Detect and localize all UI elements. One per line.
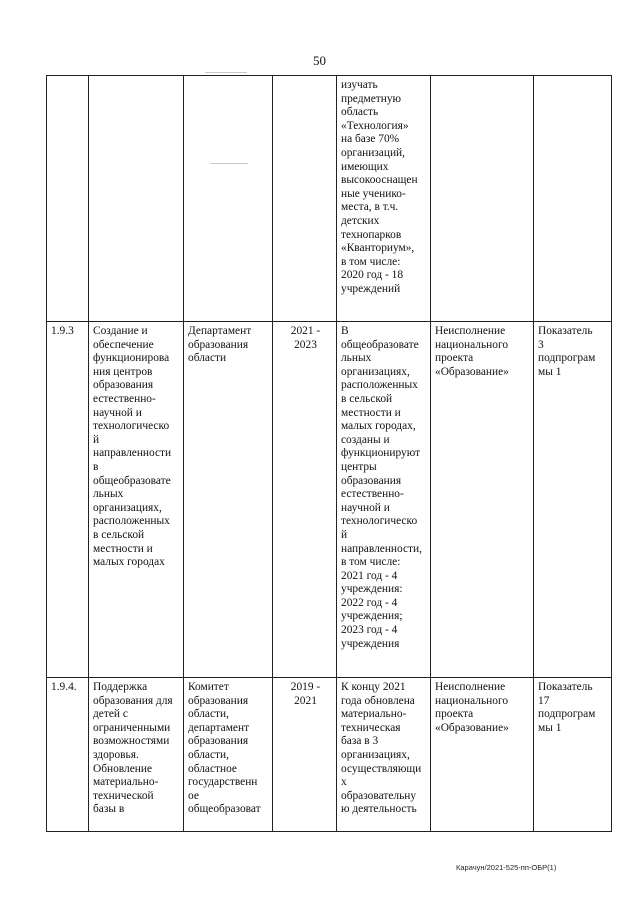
cell-consequences: Неисполнение национального проекта «Образование» [431, 678, 534, 832]
cell-name: Создание и обеспечение функционирова ния центров образования естественно- научной и технологическо й направленности в общеобразовате льных организациях, расположенных в сельской местности и малых городах [89, 322, 184, 678]
cell-executor [184, 76, 273, 322]
cell-number: 1.9.4. [47, 678, 89, 832]
cell-executor: Департамент образования области [184, 322, 273, 678]
cell-number [47, 76, 89, 322]
scan-artifact [205, 72, 247, 73]
cell-period: 2021 - 2023 [273, 322, 337, 678]
cell-consequences: Неисполнение национального проекта «Образование» [431, 322, 534, 678]
document-footer: Карачун/2021-525-пп-ОБР(1) [456, 863, 557, 872]
cell-period: 2019 - 2021 [273, 678, 337, 832]
table-row [47, 76, 612, 322]
cell-result: изучать предметную область «Технология» на базе 70% организаций, имеющих высокооснащен ные ученико- места, в т.ч. детских технопарков «Кванториум», в том числе: 2020 год - 18 учреждений [337, 76, 431, 322]
cell-name: Поддержка образования для детей с ограниченными возможностями здоровья. Обновление материально- технической базы в [89, 678, 184, 832]
cell-consequences [431, 76, 534, 322]
table-row [47, 322, 612, 678]
table-row [47, 678, 612, 832]
cell-period [273, 76, 337, 322]
cell-result: К концу 2021 года обновлена материально- техническая база в 3 организациях, осуществляющи х образовательну ю деятельность [337, 678, 431, 832]
cell-executor: Комитет образования области, департамент образования области, областное государственн ое общеобразоват [184, 678, 273, 832]
page-number: 50 [313, 53, 326, 68]
cell-indicator-link [534, 76, 612, 322]
cell-indicator-link: Показатель 3 подпрограм мы 1 [534, 322, 612, 678]
measures-table [46, 75, 612, 832]
cell-number: 1.9.3 [47, 322, 89, 678]
cell-result: В общеобразовате льных организациях, расположенных в сельской местности и малых городах, созданы и функционируют центры образования естественно- научной и технологическо й направленности, в том числе: 2021 год - 4 учреждения: 2022 год - 4 учреждения; 2023 год - 4 учреждения [337, 322, 431, 678]
cell-name [89, 76, 184, 322]
cell-indicator-link: Показатель 17 подпрограм мы 1 [534, 678, 612, 832]
